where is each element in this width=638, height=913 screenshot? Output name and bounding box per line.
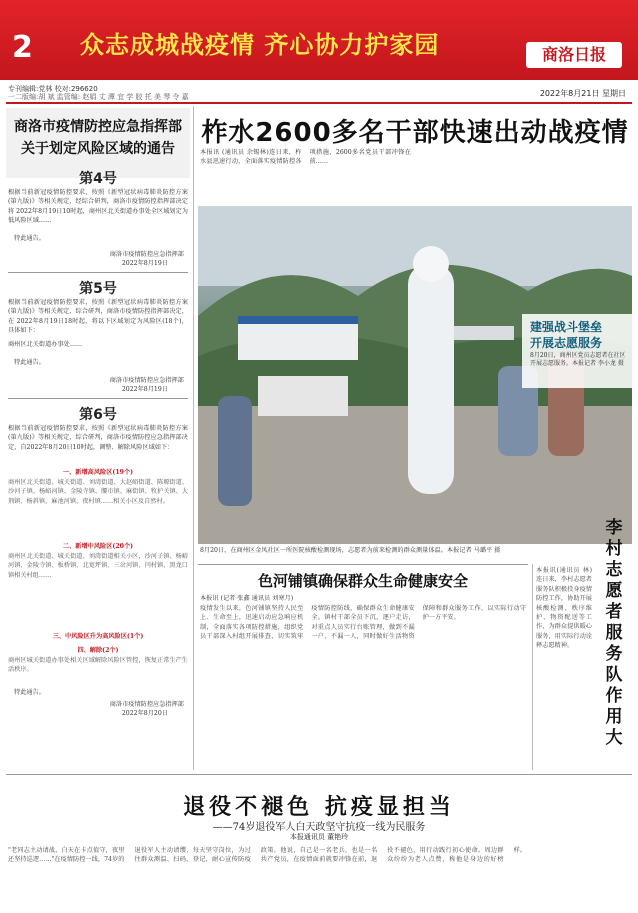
notice-paragraph: 根据当前新冠疫情防控要求，按照《新型冠状病毒肺炎防控方案(第九版)》等相关规定，综合研判，商洛市疫情防控应急指挥部决定，自2022年8月20日10时起，调整、解除风险区域如下： [8,425,188,451]
notice-paragraph: 特此通告。 [14,235,45,242]
bottom-headline: 退役不褪色 抗疫显担当 [183,795,455,820]
notice-number: 第5号 [79,281,117,297]
notice-paragraph: 根据当前新冠疫情防控要求，按照《新型冠状病毒肺炎防控方案(第九版)》等相关规定，综合研判，商洛市疫情防控指挥部决定，在 2022年8月19日18时起，将以下区域划定为风险区(18个)，具体如下： [8,299,188,335]
notice-paragraph: 特此通告。 [14,689,45,696]
main-headline: 柞水2600多名干部快速出动战疫情 [201,118,629,148]
header-slogan: 众志成城战疫情 齐心协力护家园 [80,31,440,59]
notice-subheading: 二、新增中风险区(20个) [62,543,134,550]
overlay-caption: 8月20日，商州区党员志愿者在社区开展志愿服务。本报记者 李小龙 摄 [530,352,626,367]
main-photo-caption: 8月20日，在商州区金凤社区一所医院核酸检测现场，志愿者为前来检测的群众测量体温。本报记者 马璐平 摄 [200,547,501,554]
bottom-story-body: "老同志主动请战，白天在卡点值守，夜里还坚持巡逻……"在疫情防控一线，74岁的退役军人主动请缨，每天坚守岗位，为过往群众测温、扫码、登记，耐心宣传防疫政策。他说，自己是一名老兵，也是一名共产党员，在疫情面前就要冲锋在前，退役不褪色，用行动践行初心使命。周边群众纷纷为老人点赞，称他是身边的好榜样。 [8,847,526,864]
notice-subheading: 一、新增高风险区(19个) [62,469,134,476]
notice-signature: 商洛市疫情防控应急指挥部 [109,251,184,258]
section-divider [198,564,528,565]
bottom-byline: 本报通讯员 董艳玲 [289,833,349,841]
notice-subheading: 四、解除(2个) [77,647,119,654]
meta-line: 一二版编:胡 斌 监管编: 赵娟 丈 潭 宜 学 胶 托 美 琴 令 嘉 [8,93,189,101]
notice-list-placeholder: 商州区城关街道办事处相关区域解除风险区管控，恢复正常生产生活秩序。 [8,657,188,674]
notice-date: 2022年8月19日 [121,386,168,393]
notice-number: 第6号 [79,407,117,423]
notice-list-placeholder: 商州区北关街道、城关街道、刘湾街道、大赵峪街道、陈塬街道、沙河子镇、杨峪河镇、金陵寺镇、腰市镇、麻街镇、牧护关镇、大荆镇、杨斜镇、麻池河镇、夜村镇……相关小区及自然村。 [8,479,188,505]
notice-list-placeholder: 商州区北关街道、城关街道、刘湾街道相关小区，沙河子镇、杨峪河镇、金陵寺镇、板桥镇、北宽坪镇、三岔河镇、闫村镇、黑龙口镇相关村组…… [8,553,188,579]
section2-byline: 本报讯 (记者 张鑫 通讯员 刘寒月) [200,595,294,602]
notice-title-line1: 商洛市疫情防控应急指挥部 [14,119,182,135]
header-divider [6,102,632,104]
column-divider [532,564,533,770]
notice-title-line2: 关于划定风险区域的通告 [21,141,175,157]
overlay-title-line2: 开展志愿服务 [530,336,603,350]
newspaper-logo: 商洛日报 [526,42,622,68]
notice-date: 2022年8月20日 [121,710,168,717]
notice-date: 2022年8月19日 [121,260,168,267]
notice-number: 第4号 [79,171,117,187]
issue-date: 2022年8月21日 星期日 [539,89,626,98]
sidebar-story-body: 本报讯(通讯员 林)连日来，李村志愿者服务队积极投身疫情防控工作，协助开展核酸检测、秩序维护、物资配送等工作，为群众提供暖心服务，用实际行动诠释志愿精神。 [536,567,592,650]
column-divider [193,106,194,770]
notice-paragraph: 特此通告。 [14,359,45,366]
notice-paragraph: 根据当前新冠疫情防控要求，按照《新型冠状病毒肺炎防控方案(第九版)》等相关规定，经综合研判，商洛市疫情防控指挥部决定将 2022年8月19日10时起，商州区北关街道办事处全区域划定为低风险区域…… [8,189,188,225]
main-story-body: 本报讯 (通讯员 余锡林)连日来，柞水县迅速行动，全面落实疫情防控各项措施，2600多名党员干部冲锋在前…… [200,149,411,166]
notice-signature: 商洛市疫情防控应急指挥部 [109,377,184,384]
bottom-subheadline: ——74岁退役军人白天政坚守抗疫一线为民服务 [212,822,426,833]
notice-paragraph: 商州区北关街道办事处…… [8,341,83,348]
section2-headline: 色河铺镇确保群众生命健康安全 [257,572,468,590]
notice-subheading: 三、中风险区升为高风险区(1个) [52,633,144,640]
editor-line: 专刊编辑:党林 校对:296620 [8,85,98,93]
notice-signature: 商洛市疫情防控应急指挥部 [109,701,184,708]
page-number: 2 [12,30,33,65]
overlay-title-line1: 建强战斗堡垒 [530,320,603,334]
vertical-headline-text: 李村志愿者服务队作用大 [605,518,623,748]
notice-divider [8,272,188,273]
vertical-headline [596,518,632,749]
section2-body: 疫情发生以来，色河铺镇坚持人民至上、生命至上，迅速启动应急响应机制，全面落实各项防控措施，组织党员干部深入村组开展排查，切实筑牢疫情防控防线，确保群众生命健康安全。镇村干部全员下沉，逐户走访，对重点人员实行台账管理，做到不漏一户、不漏一人，同时做好生活物资保障和群众服务工作，以实际行动守护一方平安。 [200,605,526,641]
bottom-divider [6,774,632,775]
notice-divider [8,398,188,399]
